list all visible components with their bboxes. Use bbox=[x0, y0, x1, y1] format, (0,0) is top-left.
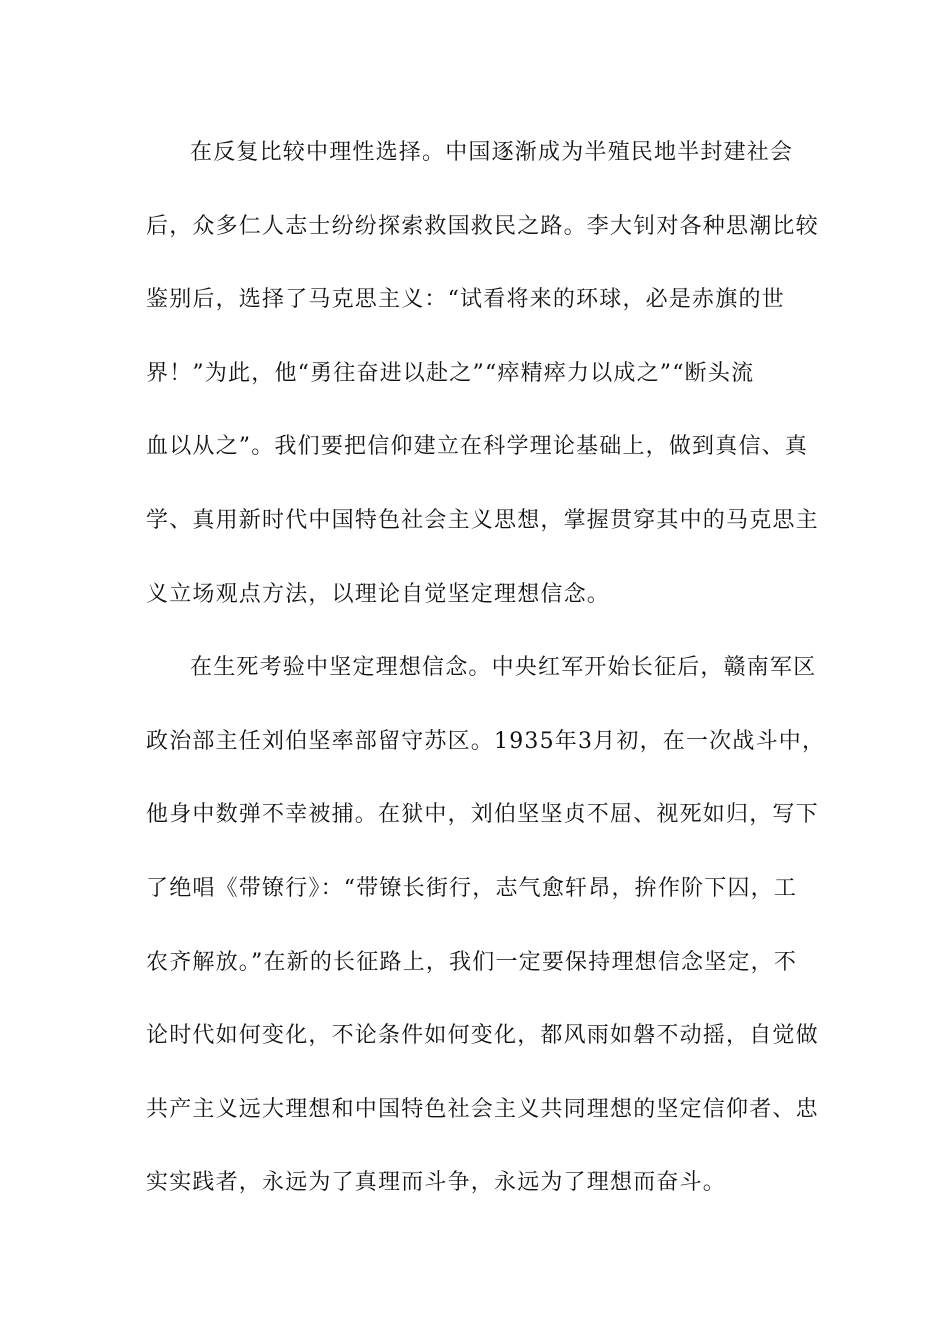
paragraph-1-line-1: 在反复比较中理性选择。中国逐渐成为半殖民地半封建社会 bbox=[190, 140, 794, 165]
paragraph-1-line-3: 鉴别后，选择了马克思主义：“试看将来的环球，必是赤旗的世 bbox=[146, 287, 785, 313]
paragraph-1-line-5: 血以从之”。我们要把信仰建立在科学理论基础上，做到真信、真 bbox=[146, 434, 809, 460]
paragraph-2-line-2: 政治部主任刘伯坚率部留守苏区。1935年3月初，在一次战斗中， bbox=[146, 728, 826, 754]
body-text bbox=[146, 128, 826, 1232]
paragraph-2-line-1: 在生死考验中坚定理想信念。中央红军开始长征后，赣南军区 bbox=[190, 655, 817, 681]
paragraph-2-line-4: 了绝唱《带镣行》：“带镣长街行，志气愈轩昂，拚作阶下囚，工 bbox=[146, 875, 798, 901]
paragraph-2-line-8: 实实践者，永远为了真理而斗争，永远为了理想而奋斗。 bbox=[146, 1170, 727, 1196]
paragraph-1-line-6: 学、真用新时代中国特色社会主义思想，掌握贯穿其中的马克思主 bbox=[146, 507, 819, 533]
paragraph-2-line-3: 他身中数弹不幸被捕。在狱中，刘伯坚坚贞不屈、视死如归，写下 bbox=[146, 802, 819, 828]
paragraph-1-line-2: 后，众多仁人志士纷纷探索救国救民之路。李大钊对各种思潮比较 bbox=[146, 213, 819, 239]
paragraph-1-line-7: 义立场观点方法，以理论自觉坚定理想信念。 bbox=[146, 581, 611, 607]
paragraph-2-line-7: 共产主义远大理想和中国特色社会主义共同理想的坚定信仰者、忠 bbox=[146, 1096, 819, 1122]
paragraph-2-line-6: 论时代如何变化，不论条件如何变化，都风雨如磐不动摇，自觉做 bbox=[146, 1023, 819, 1049]
paragraph-1-line-4: 界！”为此，他“勇往奋进以赴之”“瘁精瘁力以成之”“断头流 bbox=[146, 360, 755, 386]
paragraph-2-line-5: 农齐解放。”在新的长征路上，我们一定要保持理想信念坚定，不 bbox=[146, 949, 798, 975]
